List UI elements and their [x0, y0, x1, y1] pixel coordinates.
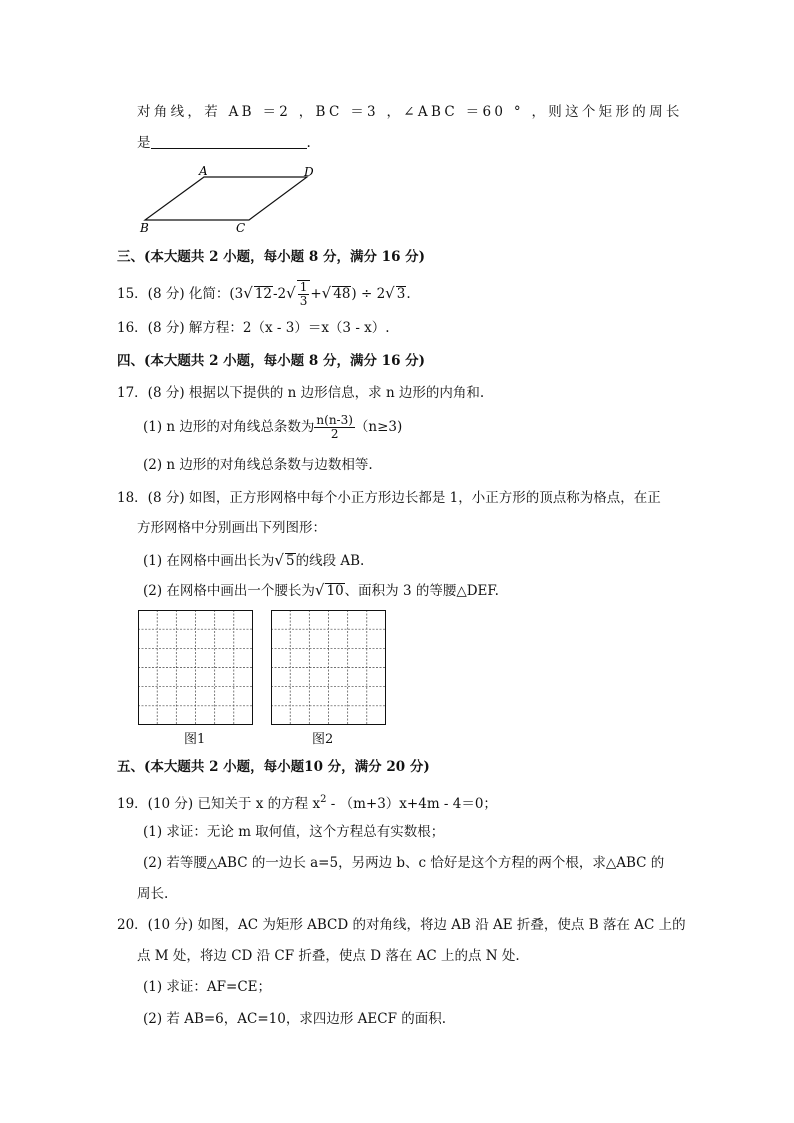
q19-stem-suffix: - （m+3）x+4m - 4＝0； — [326, 796, 497, 812]
q14-line2 — [137, 133, 311, 153]
q18-part2-prefix: (2) 在网格中画出一个腰长为 — [143, 583, 315, 599]
grid-2-lines — [271, 610, 386, 725]
q20-part2: (2) 若 AB=6，AC=10，求四边形 AECF 的面积. — [143, 1011, 447, 1027]
grid-figure-1 — [138, 610, 254, 726]
parallelogram-shape — [145, 177, 307, 220]
parallelogram-figure — [135, 162, 325, 238]
q14-line2-prefix: 是 — [137, 135, 151, 151]
figure-2-caption: 图2 — [312, 732, 334, 747]
answer-blank[interactable] — [151, 134, 307, 149]
q15-minus2: -2 — [273, 286, 287, 302]
sqrt-icon: √ — [286, 284, 296, 302]
q18-part1-prefix: (1) 在网格中画出长为 — [143, 553, 275, 569]
q14-line2-suffix: . — [306, 135, 311, 151]
q19-part1: (1) 求证：无论 m 取何值，这个方程总有实数根； — [143, 824, 445, 840]
q19-part2-cont: 周长. — [137, 886, 169, 902]
sqrt-icon: √ — [243, 284, 253, 302]
grid-1-lines — [138, 610, 253, 725]
q15-plus: + — [310, 286, 322, 302]
q18-stem-1: 18．(8 分) 如图，正方形网格中每个小正方形边长都是 1，小正方形的顶点称为格点，在正 — [117, 490, 661, 506]
q15-radicand-12: 12 — [254, 286, 272, 302]
vertex-label-a: A — [199, 164, 208, 178]
q17-stem: 17．(8 分) 根据以下提供的 n 边形信息，求 n 边形的内角和. — [117, 385, 485, 401]
q15-frac-num: 1 — [299, 280, 308, 294]
q16: 16．(8 分) 解方程：2（x - 3）＝x（3 - x）. — [117, 320, 390, 336]
q19-superscript: 2 — [320, 794, 327, 805]
q18-part1-suffix: 的线段 AB. — [295, 553, 365, 569]
sqrt-icon: √ — [321, 284, 332, 302]
vertex-label-d: D — [304, 165, 314, 179]
q17-part1-prefix: (1) n 边形的对角线总条数为 — [143, 419, 315, 435]
vertex-label-c: C — [236, 221, 246, 235]
q18-radicand-5: 5 — [285, 553, 295, 569]
sqrt-icon: √ — [274, 551, 284, 569]
q15-frac-den: 3 — [299, 294, 308, 308]
q19-stem — [117, 790, 497, 814]
q19-stem-prefix: 19．(10 分) 已知关于 x 的方程 x — [117, 796, 321, 812]
q17-frac-den: 2 — [330, 427, 339, 441]
section-3-heading: 三、(本大题共 2 小题，每小题 8 分，满分 16 分) — [117, 249, 426, 265]
q15-prefix: 15．(8 分) 化简：(3 — [117, 286, 244, 302]
q15-end: . — [406, 286, 411, 302]
q15-sqrt-frac — [297, 280, 311, 308]
q18-stem-2: 方形网格中分别画出下列图形： — [137, 520, 326, 536]
q15-div: ) ÷ 2 — [351, 286, 386, 302]
q15-radicand-3: 3 — [396, 286, 406, 302]
q20-stem-1: 20．(10 分) 如图，AC 为矩形 ABCD 的对角线，将边 AB 沿 AE 折叠，使点 B 落在 AC 上的 — [117, 917, 686, 933]
q19-part2: (2) 若等腰△ABC 的一边长 a=5，另两边 b、c 恰好是这个方程的两个根，求△ABC 的 — [143, 855, 665, 871]
vertex-label-b: B — [140, 221, 149, 235]
figure-1-caption: 图1 — [184, 732, 206, 747]
q15 — [117, 280, 411, 308]
q18-part2 — [143, 580, 499, 601]
section-5-heading: 五、(本大题共 2 小题，每小题10 分，满分 20 分) — [117, 759, 430, 775]
q20-part1: (1) 求证：AF=CE； — [143, 979, 272, 995]
q14-line1: 对角线，若 AB ＝2 ，BC ＝3 ，∠ABC ＝60 ° ，则这个矩形的周长 — [137, 104, 683, 120]
sqrt-icon: √ — [385, 284, 395, 302]
q15-radicand-48: 48 — [333, 286, 351, 302]
grid-figure-2 — [271, 610, 387, 726]
sqrt-icon: √ — [314, 581, 325, 599]
q18-part2-suffix: 、面积为 3 的等腰△DEF. — [344, 583, 499, 599]
q17-part2: (2) n 边形的对角线总条数与边数相等. — [143, 457, 373, 473]
q18-radicand-10: 10 — [326, 583, 344, 599]
section-4-heading: 四、(本大题共 2 小题，每小题 8 分，满分 16 分) — [117, 353, 426, 369]
q18-part1 — [143, 550, 364, 571]
q17-frac-num: n(n-3) — [316, 413, 353, 427]
q17-part1-suffix: （n≥3) — [354, 419, 403, 435]
q17-part1 — [143, 414, 402, 441]
q20-stem-2: 点 M 处，将边 CD 沿 CF 折叠，使点 D 落在 AC 上的点 N 处. — [137, 948, 520, 964]
